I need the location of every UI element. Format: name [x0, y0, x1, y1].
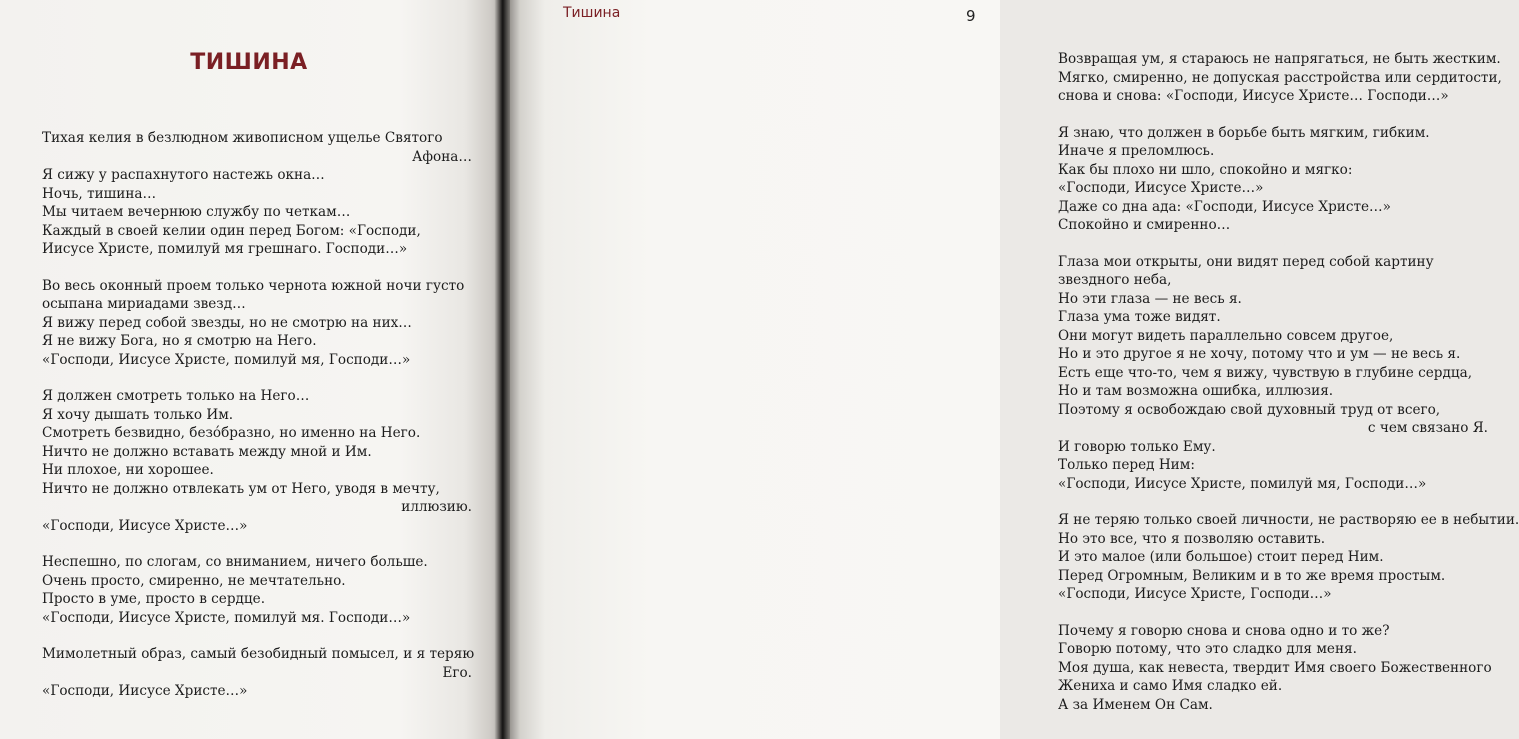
text-line: Я не теряю только своей личности, не растворяю ее в небытии. — [1058, 512, 1519, 528]
text-line: Мимолетный образ, самый безобидный помысел, и я теряю — [42, 646, 475, 662]
text-line: Тихая келия в безлюдном живописном ущелье Святого — [42, 130, 443, 146]
text-line: Но это все, что я позволяю оставить. — [1058, 530, 1326, 547]
text-line: Перед Огромным, Великим и в то же время простым. — [1058, 567, 1446, 584]
text-line: «Господи, Иисусе Христе…» — [42, 517, 248, 534]
text-line: Его. — [442, 664, 472, 681]
paragraph-gap — [42, 259, 472, 277]
text-line: Поэтому я освобождаю свой духовный труд от всего, — [1058, 401, 1441, 418]
paragraph-gap — [1058, 235, 1488, 253]
text-line: Спокойно и смиренно… — [1058, 217, 1231, 233]
text-line: Каждый в своей келии один перед Богом: «Господи, — [42, 222, 421, 239]
text-line: Смотреть безвидно, безóбразно, но именно на Него. — [42, 425, 421, 441]
text-line: Я знаю, что должен в борьбе быть мягким, гибким. — [1058, 124, 1430, 141]
text-line: с чем связано Я. — [1367, 420, 1488, 436]
text-line: Я вижу перед собой звезды, но не смотрю на них… — [42, 314, 412, 331]
text-line: «Господи, Иисусе Христе…» — [42, 683, 248, 699]
chapter-title: ТИШИНА — [190, 50, 308, 75]
text-line: Очень просто, смиренно, не мечтательно. — [42, 572, 346, 589]
right-page — [500, 0, 1519, 739]
text-line: Глаза мои открыты, они видят перед собой картину — [1058, 253, 1434, 270]
text-line: Но и это другое я не хочу, потому что и ум — не весь я. — [1058, 346, 1461, 362]
text-line: Ни плохое, ни хорошее. — [42, 462, 214, 478]
text-line: Афона… — [412, 148, 472, 165]
text-line: Я не вижу Бога, но я смотрю на Него. — [42, 333, 317, 349]
left-page — [0, 0, 500, 739]
paragraph-gap — [1058, 604, 1488, 622]
book-gutter — [494, 0, 510, 739]
text-line: Просто в уме, просто в сердце. — [42, 591, 266, 607]
text-line: Говорю потому, что это сладко для меня. — [1058, 641, 1357, 657]
text-line: «Господи, Иисусе Христе, помилуй мя, Господи…» — [42, 351, 411, 368]
paragraph-gap — [42, 535, 472, 553]
text-line: Глаза ума тоже видят. — [1058, 309, 1221, 325]
text-line: Жениха и само Имя сладко ей. — [1058, 678, 1283, 694]
text-line: Ночь, тишина… — [42, 185, 157, 202]
text-line: Иначе я преломлюсь. — [1058, 143, 1215, 159]
text-line: Моя душа, как невеста, твердит Имя своего Божественного — [1058, 659, 1492, 676]
text-line: иллюзию. — [401, 499, 472, 515]
paragraph-gap — [42, 627, 472, 645]
page-number: 9 — [966, 7, 976, 25]
text-line: Но эти глаза — не весь я. — [1058, 290, 1242, 307]
running-head: Тишина — [563, 5, 621, 21]
text-line: Я должен смотреть только на Него… — [42, 388, 310, 404]
text-line: Возвращая ум, я стараюсь не напрягаться, не быть жестким. — [1058, 51, 1501, 67]
right-text-column — [1058, 50, 1519, 714]
text-line: Есть еще что-то, чем я вижу, чувствую в глубине сердца, — [1058, 364, 1473, 381]
text-line: снова и снова: «Господи, Иисусе Христе… Господи…» — [1058, 88, 1449, 104]
text-line: И это малое (или большое) стоит перед Ним. — [1058, 549, 1384, 565]
text-line: Они могут видеть параллельно совсем другое, — [1058, 327, 1394, 344]
text-line: Как бы плохо ни шло, спокойно и мягко: — [1058, 161, 1353, 178]
text-line: Во весь оконный проем только чернота южной ночи густо — [42, 277, 465, 294]
text-line: Неспешно, по слогам, со вниманием, ничего больше. — [42, 554, 428, 570]
text-line: Только перед Ним: — [1058, 457, 1195, 473]
text-line: «Господи, Иисусе Христе, помилуй мя. Господи…» — [42, 609, 411, 626]
text-line: Иисусе Христе, помилуй мя грешнаго. Господи…» — [42, 241, 408, 257]
text-line: Я хочу дышать только Им. — [42, 406, 234, 423]
text-line: «Господи, Иисусе Христе, помилуй мя, Господи…» — [1058, 475, 1427, 492]
text-line: Ничто не должно отвлекать ум от Него, уводя в мечту, — [42, 480, 440, 497]
text-line: Мягко, смиренно, не допуская расстройства или сердитости, — [1058, 69, 1502, 86]
text-line: И говорю только Ему. — [1058, 438, 1216, 455]
text-line: Ничто не должно вставать между мной и Им. — [42, 443, 372, 460]
paragraph-gap — [1058, 493, 1488, 511]
text-line: Почему я говорю снова и снова одно и то же? — [1058, 622, 1390, 639]
text-line: звездного неба, — [1058, 272, 1172, 288]
text-line: Даже со дна ада: «Господи, Иисусе Христе…» — [1058, 198, 1391, 215]
text-line: Я сижу у распахнутого настежь окна… — [42, 167, 325, 183]
text-line: осыпана мириадами звезд… — [42, 296, 246, 312]
paragraph-gap — [42, 369, 472, 387]
text-line: Мы читаем вечернюю службу по четкам… — [42, 204, 351, 220]
paragraph-gap — [1058, 106, 1488, 124]
text-line: «Господи, Иисусе Христе, Господи…» — [1058, 586, 1332, 602]
text-line: Но и там возможна ошибка, иллюзия. — [1058, 383, 1334, 399]
text-line: А за Именем Он Сам. — [1058, 696, 1213, 713]
text-line: «Господи, Иисусе Христе…» — [1058, 180, 1264, 196]
left-text-column — [42, 129, 475, 701]
